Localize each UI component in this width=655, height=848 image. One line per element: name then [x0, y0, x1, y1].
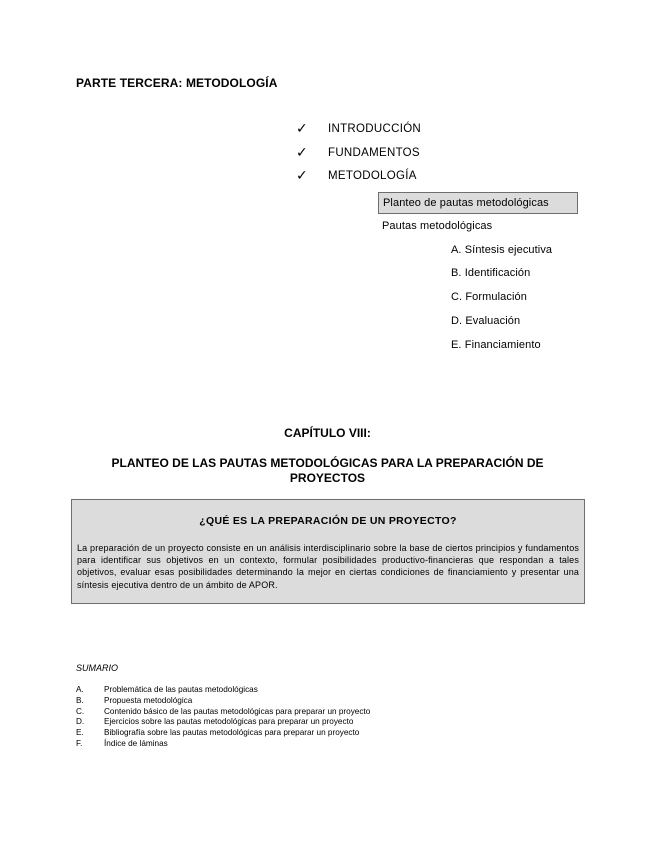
- toc-step-a: A. Síntesis ejecutiva: [451, 244, 553, 256]
- toc-step-e: E. Financiamiento: [451, 339, 541, 351]
- sumario-item-letter: E.: [76, 728, 84, 738]
- sumario-item-letter: B.: [76, 695, 84, 705]
- sumario-item-letter: C.: [76, 706, 85, 716]
- sumario-item-text: Propuesta metodológica: [104, 695, 193, 705]
- part-title: PARTE TERCERA: METODOLOGÍA: [76, 76, 278, 90]
- toc-item-label: FUNDAMENTOS: [328, 146, 420, 159]
- sumario-item: [76, 685, 370, 696]
- sumario-item: [76, 696, 370, 707]
- current-section-highlight: Planteo de pautas metodológicas: [378, 192, 578, 214]
- chapter-number: CAPÍTULO VIII:: [284, 426, 371, 440]
- definition-box-text: La preparación de un proyecto consiste en un análisis interdisciplinario sobre la base de ciertos principios y fundamentos para identificar sus objetivos en un contexto, formular posibilidades productivo-financieras que respondan a tales objetivos, evaluar esas posibilidades determinando la mejor en ciertas condiciones de financiamiento y presentar una síntesis ejecutiva dentro de un ámbito de APOR.: [77, 543, 579, 590]
- toc-subitem-pautas: Pautas metodológicas: [382, 220, 493, 232]
- sumario-item-text: Contenido básico de las pautas metodológicas para preparar un proyecto: [104, 706, 371, 716]
- chapter-title: PLANTEO DE LAS PAUTAS METODOLÓGICAS PARA LA PREPARACIÓN DE PROYECTOS: [111, 456, 544, 485]
- sumario-title: SUMARIO: [76, 663, 119, 673]
- toc-step-d: D. Evaluación: [451, 315, 521, 327]
- sumario-item: [76, 728, 370, 739]
- sumario-item-text: Ejercicios sobre las pautas metodológicas para preparar un proyecto: [104, 717, 354, 727]
- definition-box: [71, 499, 585, 604]
- toc-item-metodologia: [296, 167, 417, 184]
- sumario-item-letter: A.: [76, 685, 84, 694]
- sumario-item: [76, 739, 370, 750]
- definition-box-title: ¿QUÉ ES LA PREPARACIÓN DE UN PROYECTO?: [199, 515, 457, 527]
- sumario-list: [76, 685, 370, 750]
- sumario-item-text: Bibliografía sobre las pautas metodológicas para preparar un proyecto: [104, 728, 360, 738]
- checkmark-icon: ✓: [296, 144, 308, 160]
- toc-item-fundamentos: [296, 144, 420, 161]
- toc-step-b: B. Identificación: [451, 267, 531, 279]
- toc-item-label: METODOLOGÍA: [328, 169, 417, 182]
- sumario-item-text: Índice de láminas: [104, 738, 168, 748]
- checkmark-icon: ✓: [296, 167, 308, 183]
- sumario-item: [76, 717, 370, 728]
- toc-item-label: INTRODUCCIÓN: [328, 122, 422, 135]
- toc-step-c: C. Formulación: [451, 291, 527, 303]
- checkmark-icon: ✓: [296, 120, 308, 136]
- sumario-item-letter: F.: [76, 738, 83, 748]
- toc-item-introduccion: [296, 120, 421, 137]
- sumario-item-text: Problemática de las pautas metodológicas: [104, 685, 258, 694]
- sumario-item-letter: D.: [76, 717, 85, 727]
- sumario-item: [76, 707, 370, 718]
